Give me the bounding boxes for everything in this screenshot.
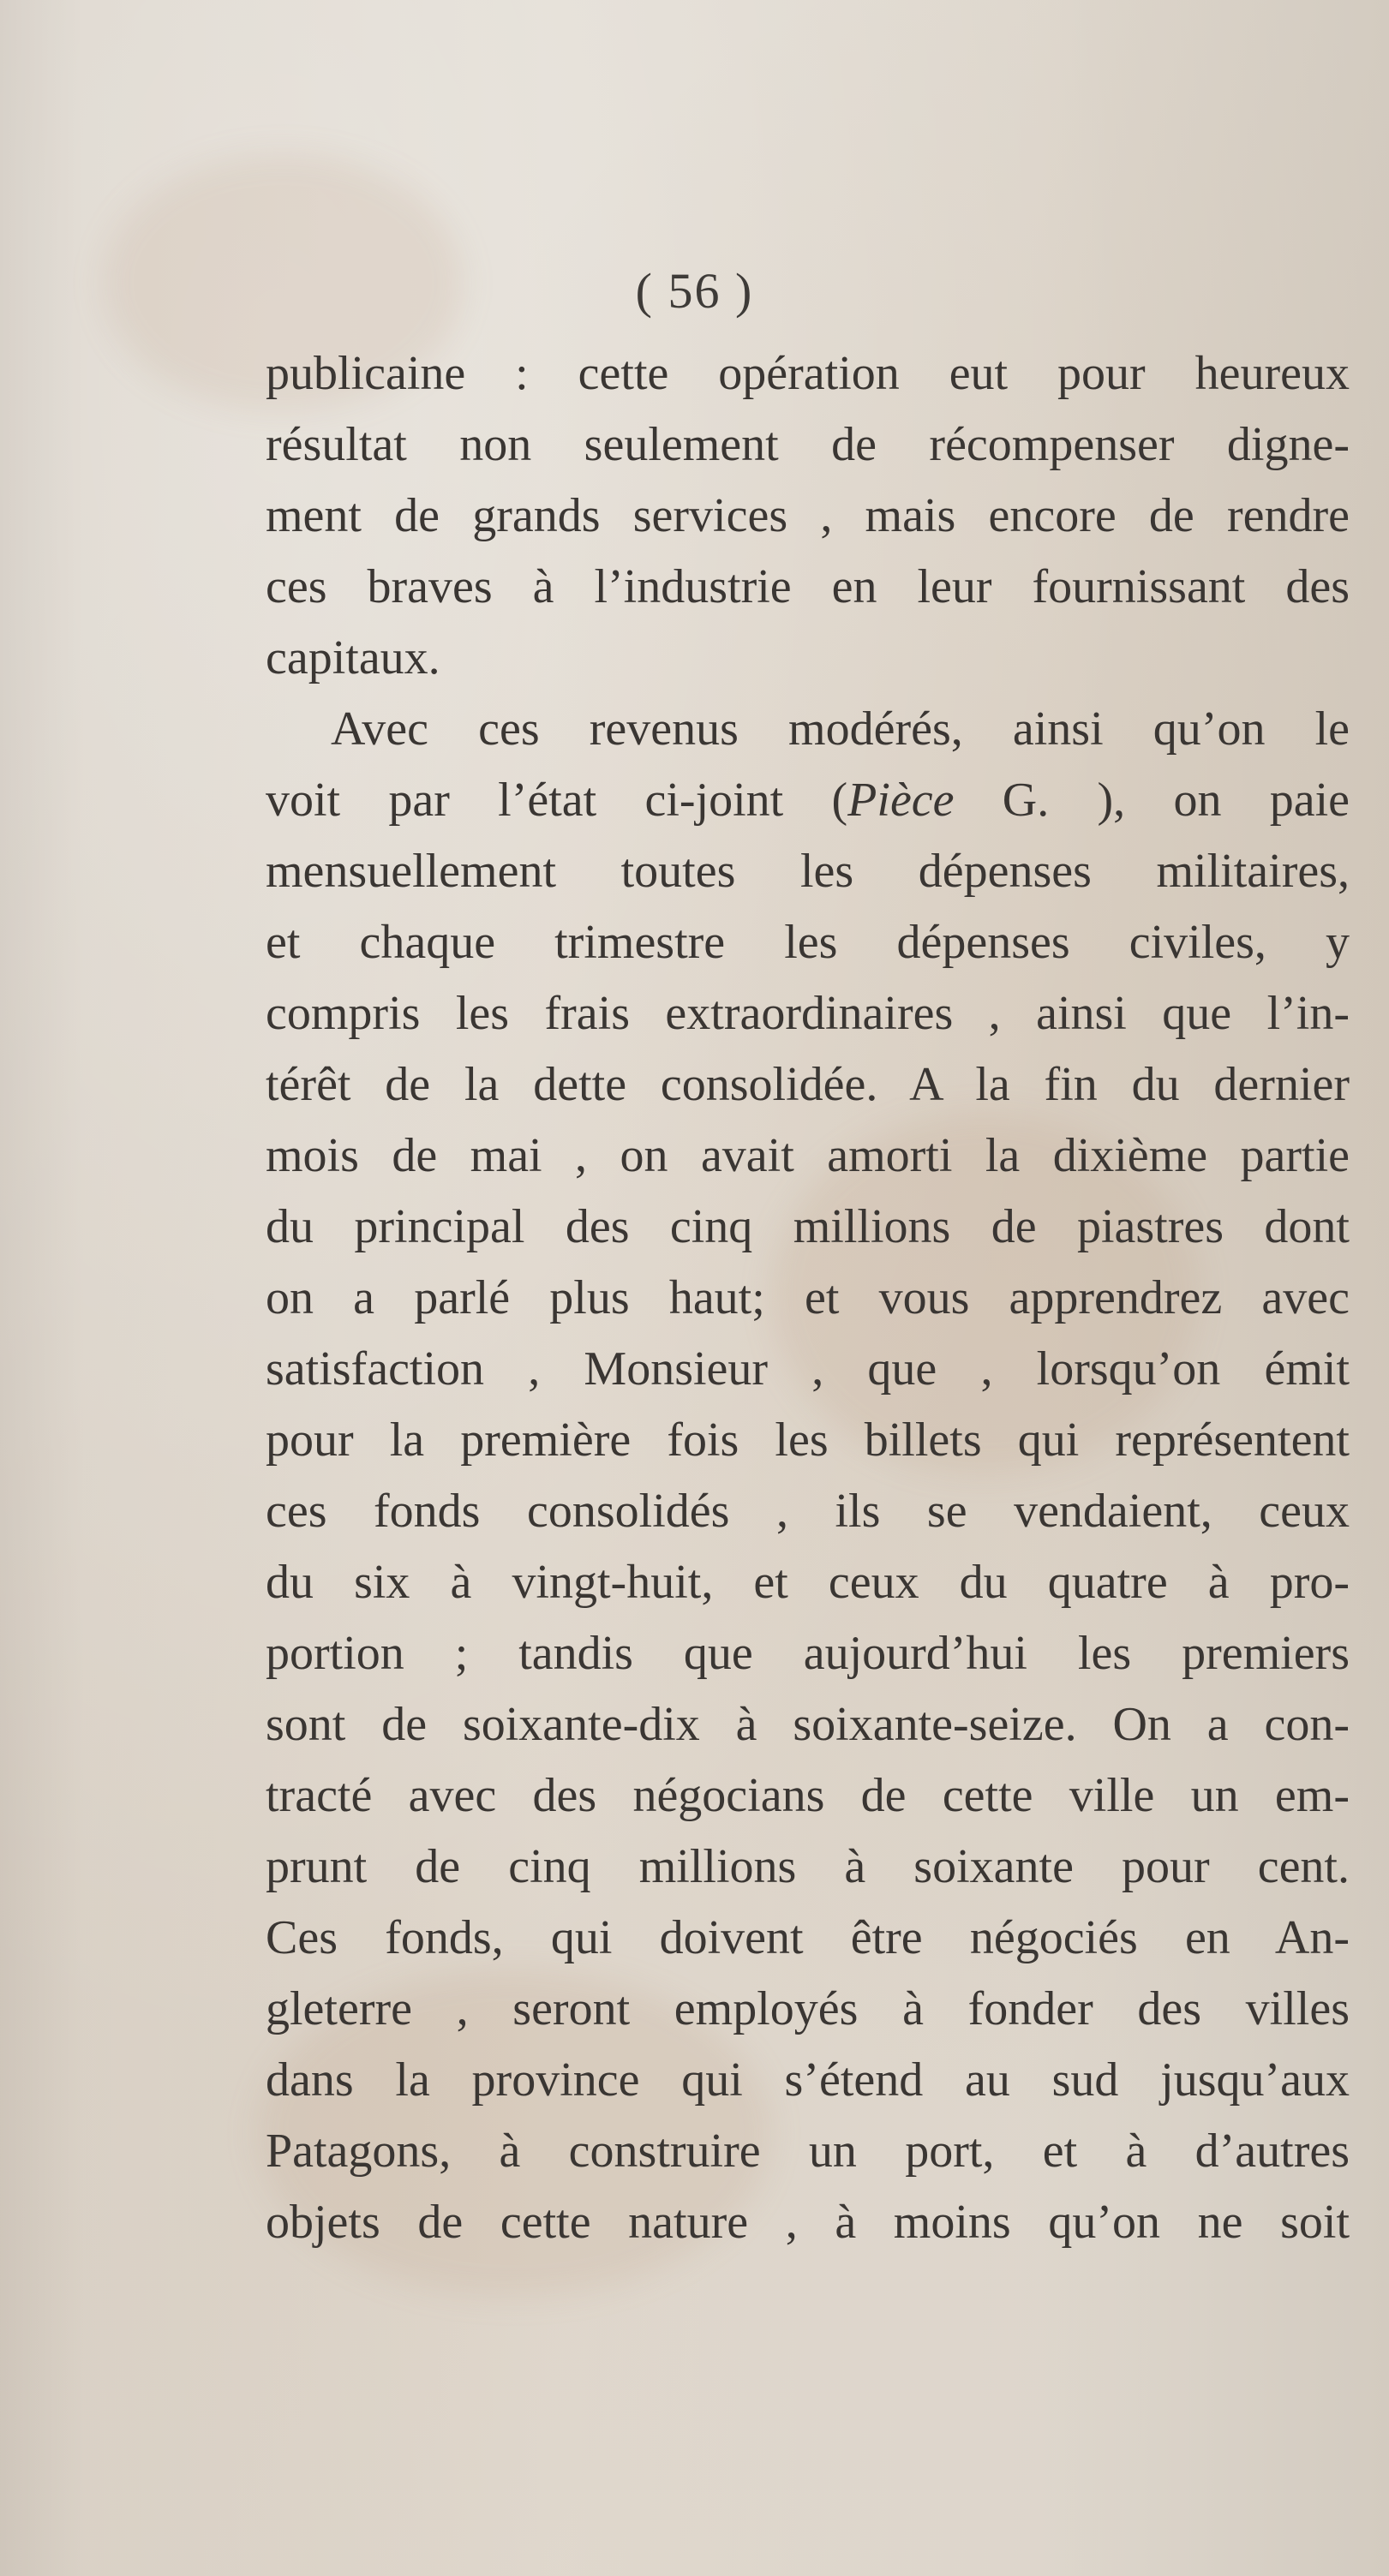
- text-line: ces braves à l’industrie en leur fournissant des: [266, 560, 1350, 613]
- page-number: ( 56 ): [635, 263, 754, 319]
- text-line: térêt de la dette consolidée. A la fin du dernier: [266, 1058, 1350, 1111]
- text-line: compris les frais extraordinaires , ainsi que l’in-: [266, 987, 1350, 1040]
- text-line: tracté avec des négocians de cette ville un em-: [266, 1769, 1350, 1822]
- text-line: et chaque trimestre les dépenses civiles, y: [266, 916, 1350, 969]
- text-line: prunt de cinq millions à soixante pour cent.: [266, 1840, 1350, 1893]
- text-line: capitaux.: [266, 631, 440, 684]
- text-line: ment de grands services , mais encore de rendre: [266, 489, 1350, 542]
- text-line: résultat non seulement de récompenser digne-: [266, 418, 1350, 471]
- text-segment: G. ), on paie: [954, 774, 1350, 827]
- text-segment: voit par l’état ci-joint (: [266, 774, 848, 827]
- text-line: gleterre , seront employés à fonder des villes: [266, 1982, 1350, 2035]
- text-line: ces fonds consolidés , ils se vendaient, ceux: [266, 1485, 1350, 1538]
- text-line: portion ; tandis que aujourd’hui les premiers: [266, 1627, 1350, 1680]
- text-line: dans la province qui s’étend au sud jusqu’aux: [266, 2053, 1350, 2107]
- text-line: Patagons, à construire un port, et à d’autres: [266, 2125, 1350, 2178]
- text-line-with-italic: [266, 765, 1350, 836]
- text-line: Ces fonds, qui doivent être négociés en An-: [266, 1911, 1350, 1964]
- text-line: satisfaction , Monsieur , que , lorsqu’on émit: [266, 1342, 1350, 1396]
- text-line: on a parlé plus haut; et vous apprendrez avec: [266, 1271, 1350, 1324]
- text-line: objets de cette nature , à moins qu’on ne soit: [266, 2196, 1350, 2249]
- text-line: pour la première fois les billets qui représentent: [266, 1414, 1350, 1467]
- text-line: publicaine : cette opération eut pour heureux: [266, 347, 1350, 400]
- text-line: du principal des cinq millions de piastres dont: [266, 1200, 1350, 1253]
- text-line: sont de soixante-dix à soixante-seize. On a con-: [266, 1698, 1350, 1751]
- italic-reference: Pièce: [847, 774, 955, 827]
- paragraph-first-line: Avec ces revenus modérés, ainsi qu’on le: [331, 702, 1350, 756]
- text-line: du six à vingt-huit, et ceux du quatre à pro-: [266, 1556, 1350, 1609]
- text-line: mois de mai , on avait amorti la dixième partie: [266, 1129, 1350, 1182]
- text-line: mensuellement toutes les dépenses militaires,: [266, 845, 1350, 898]
- body-text: [266, 338, 1350, 2258]
